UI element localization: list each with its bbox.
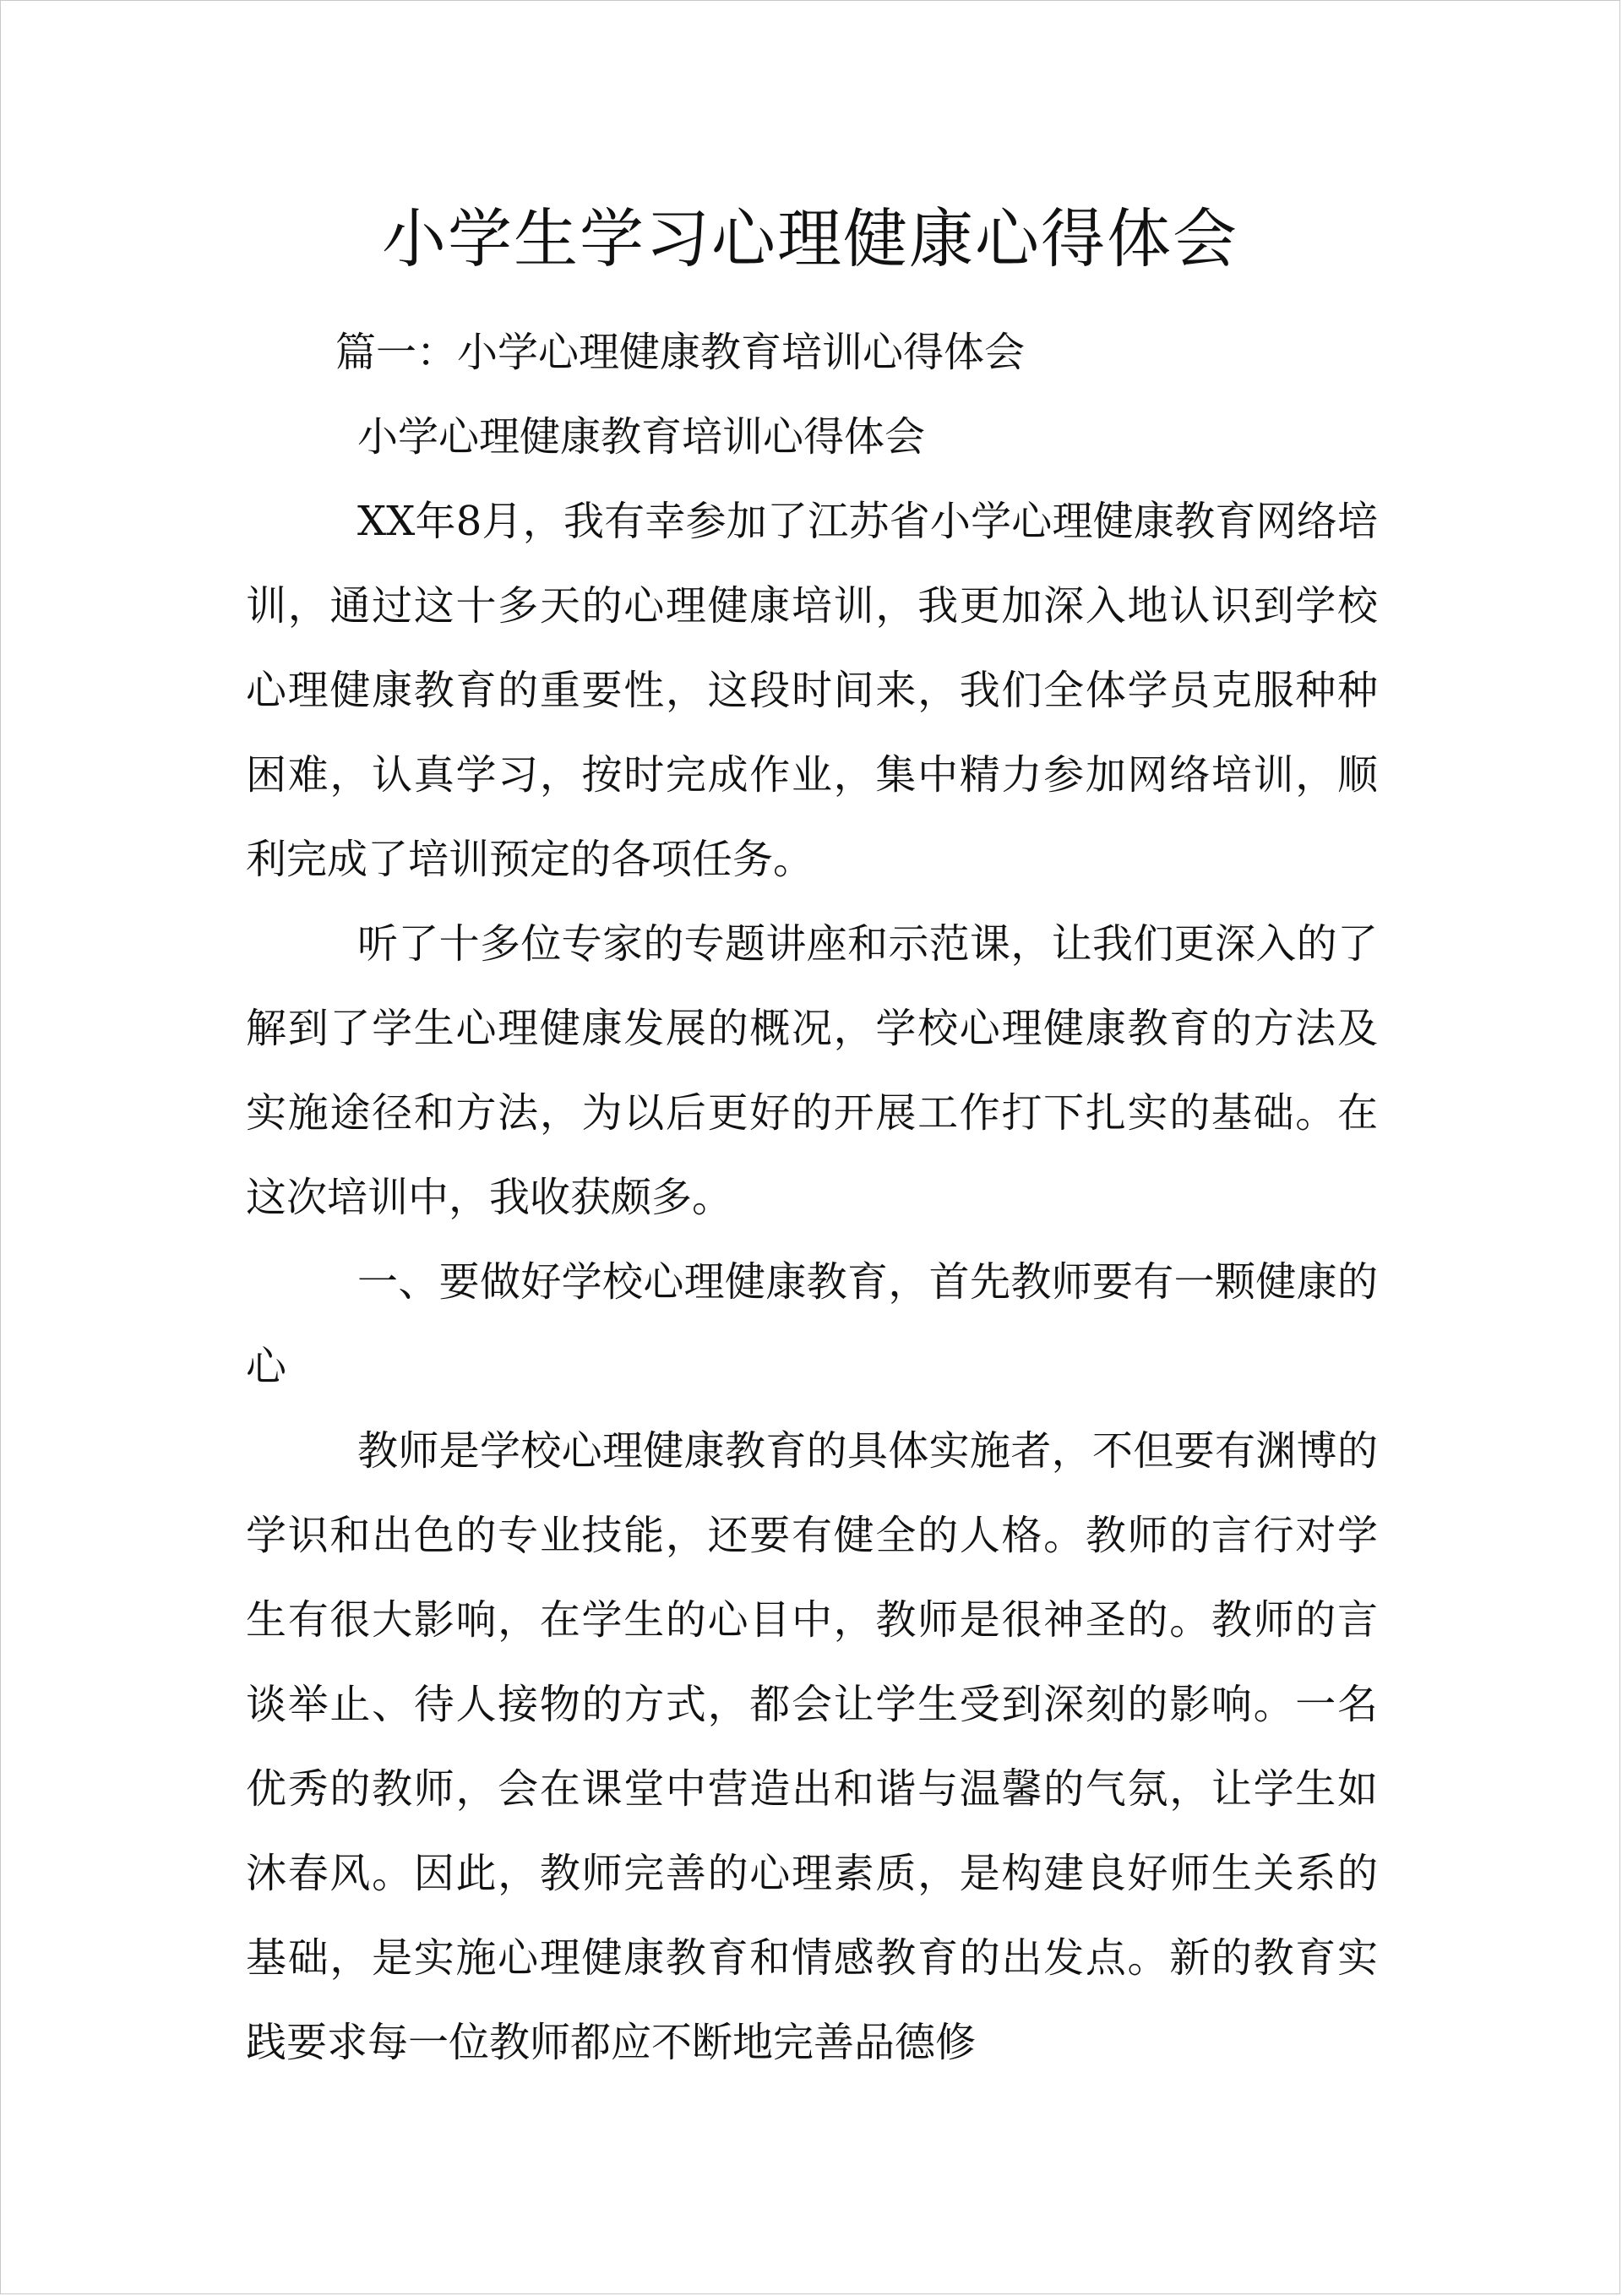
document-body bbox=[246, 479, 1378, 2085]
document-title: 小学生学习心理健康心得体会 bbox=[382, 201, 1238, 276]
section-label: 篇一：小学心理健康教育培训心得体会 bbox=[335, 329, 1026, 376]
paragraph-experts: 听了十多位专家的专题讲座和示范课，让我们更深入的了解到了学生心理健康发展的概况，学校心理健康教育的方法及实施途径和方法，为以后更好的开展工作打下扎实的基础。在这次培训中，我收获颇多。 bbox=[246, 920, 1378, 1221]
document-subtitle: 小学心理健康教育培训心得体会 bbox=[357, 413, 926, 461]
paragraph-teacher: 教师是学校心理健康教育的具体实施者，不但要有渊博的学识和出色的专业技能，还要有健全的人格。教师的言行对学生有很大影响，在学生的心目中，教师是很神圣的。教师的言谈举止、待人接物的方式，都会让学生受到深刻的影响。一名优秀的教师，会在课堂中营造出和谐与温馨的气氛，让学生如沐春风。因此，教师完善的心理素质，是构建良好师生关系的基础，是实施心理健康教育和情感教育的出发点。新的教育实践要求每一位教师都应不断地完善品德修 bbox=[246, 1427, 1378, 2066]
paragraph-heading-one: 一、要做好学校心理健康教育，首先教师要有一颗健康的心 bbox=[246, 1258, 1378, 1390]
paragraph-intro: XX年8月，我有幸参加了江苏省小学心理健康教育网络培训，通过这十多天的心理健康培训，我更加深入地认识到学校心理健康教育的重要性，这段时间来，我们全体学员克服种种困难，认真学习，按时完成作业，集中精力参加网络培训，顺利完成了培训预定的各项任务。 bbox=[246, 498, 1378, 883]
